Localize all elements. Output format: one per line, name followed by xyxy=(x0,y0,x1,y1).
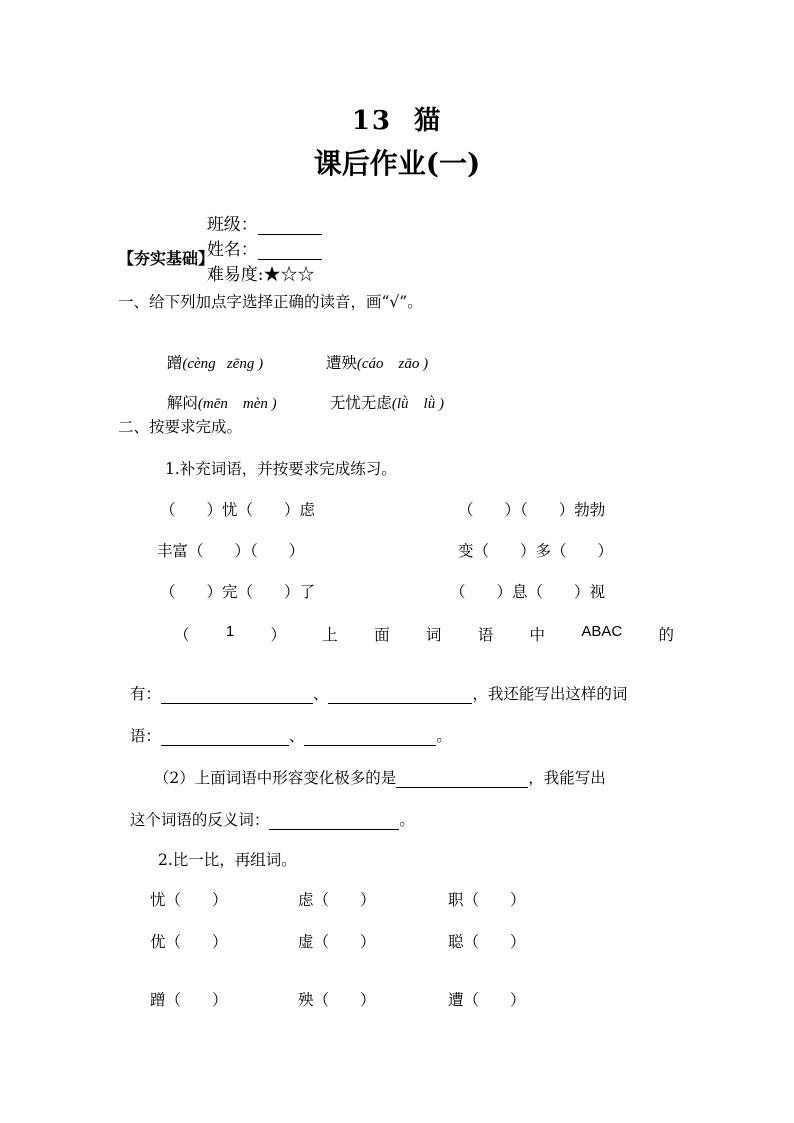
part2-line2 xyxy=(120,790,415,830)
q1-prompt: 一、给下列加点字选择正确的读音，画“√”。 xyxy=(118,293,423,311)
answer-blank[interactable] xyxy=(304,729,436,746)
q1-pinyin-options[interactable]: (cáo zāo ) xyxy=(356,356,429,372)
text-char: 面 xyxy=(374,626,390,644)
fill-item[interactable]: （ ）完（ ）了 xyxy=(160,583,316,601)
part1-line1 xyxy=(174,623,674,645)
text-char: 1 xyxy=(225,623,235,640)
q1-word: 解闷 xyxy=(166,394,198,412)
compare-item[interactable]: 优（ ） xyxy=(150,933,228,951)
lesson-title: 13 猫 xyxy=(351,106,443,136)
fill-item[interactable]: （ ）忧（ ）虑 xyxy=(160,501,316,519)
q2-sub1: 1.补充词语，并按要求完成练习。 xyxy=(165,460,397,478)
answer-blank[interactable] xyxy=(396,771,528,788)
text: 。 xyxy=(436,727,452,745)
text: ，我还能写出这样的词 xyxy=(472,685,628,703)
name-blank[interactable] xyxy=(258,241,322,260)
text: 、 xyxy=(288,727,305,745)
text: 。 xyxy=(399,811,415,829)
section-heading: 【夯实基础】 xyxy=(118,249,215,268)
compare-item[interactable]: 殃（ ） xyxy=(298,991,376,1009)
compare-item[interactable]: 忧（ ） xyxy=(150,891,228,909)
compare-item[interactable]: 遭（ ） xyxy=(448,991,526,1009)
text: 有： xyxy=(129,685,161,703)
fill-item[interactable]: 丰富（ ）（ ） xyxy=(157,542,305,560)
answer-blank[interactable] xyxy=(269,813,399,830)
compare-item[interactable]: 虑（ ） xyxy=(298,891,376,909)
compare-item[interactable]: 蹭（ ） xyxy=(150,991,228,1009)
text-char: 中 xyxy=(529,626,546,644)
part1-line2 xyxy=(120,664,627,704)
student-info-row xyxy=(196,190,322,285)
part2-line1 xyxy=(144,748,606,788)
q2-sub2: 2.比一比，再组词。 xyxy=(158,851,297,869)
text: 、 xyxy=(312,685,329,703)
q1-row-2a xyxy=(157,373,277,413)
compare-item[interactable]: 聪（ ） xyxy=(448,933,526,951)
answer-blank[interactable] xyxy=(328,687,472,704)
q1-word: 无忧无虑 xyxy=(329,394,392,412)
q1-row-1a xyxy=(157,333,263,373)
worksheet-subtitle: 课后作业(一) xyxy=(313,147,481,180)
q1-word: 遭殃 xyxy=(325,354,357,372)
text: ，我能写出 xyxy=(528,769,606,787)
text-char: 语 xyxy=(477,626,494,644)
text-char: 的 xyxy=(658,626,674,644)
text: （2）上面词语中形容变化极多的是 xyxy=(153,769,397,787)
compare-item[interactable]: 虚（ ） xyxy=(298,933,376,951)
text-char: （ xyxy=(174,626,190,644)
q1-pinyin-options[interactable]: (mēn mèn ) xyxy=(197,396,277,412)
answer-blank[interactable] xyxy=(161,687,313,704)
name-label: 姓名： xyxy=(206,240,258,260)
q1-row-2b xyxy=(320,373,444,413)
q2-prompt: 二、按要求完成。 xyxy=(118,418,243,436)
q1-row-1b xyxy=(316,333,428,373)
text-char: 上 xyxy=(322,626,338,644)
q1-word: 蹭 xyxy=(166,354,183,372)
answer-blank[interactable] xyxy=(161,729,289,746)
compare-item[interactable]: 职（ ） xyxy=(448,891,526,909)
difficulty-label: 难易度:★☆☆ xyxy=(206,265,315,285)
q1-pinyin-options[interactable]: (cèng zēng ) xyxy=(182,356,264,372)
text-char: ） xyxy=(270,626,286,644)
q1-pinyin-options[interactable]: (lǜ lǜ ) xyxy=(391,396,444,412)
text: 语： xyxy=(129,727,161,745)
text-char: 词 xyxy=(425,626,442,644)
part1-line3 xyxy=(120,706,452,746)
text-char: ABAC xyxy=(581,623,623,640)
class-blank[interactable] xyxy=(258,216,322,235)
fill-item[interactable]: （ ）息（ ）视 xyxy=(450,583,606,601)
fill-item[interactable]: 变（ ）多（ ） xyxy=(458,542,614,560)
text: 这个词语的反义词： xyxy=(129,811,270,829)
fill-item[interactable]: （ ）（ ）勃勃 xyxy=(458,501,606,519)
class-label: 班级： xyxy=(206,215,258,235)
